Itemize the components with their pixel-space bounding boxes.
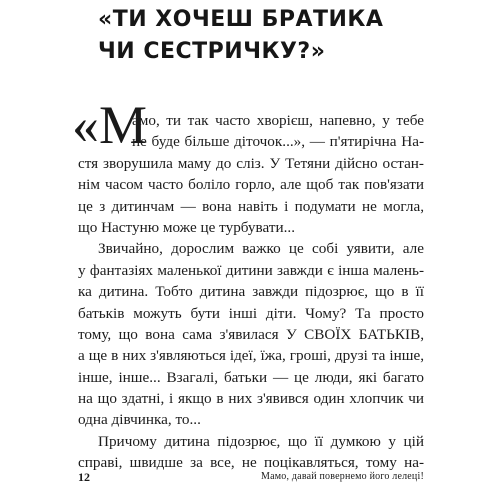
text-line: а ще в них з'являються ідеї, їжа, гроші, друзі та інше, <box>78 347 424 365</box>
text-line: Звичайно, дорослим важко це собі уявити, але <box>98 240 424 258</box>
page-footer <box>78 470 424 490</box>
text-line: амо, ти так часто хворієш, напевно, у тебе <box>132 112 424 129</box>
text-line: Причому дитина підозрює, що її думкою у цій <box>98 432 424 450</box>
text-line: на що здатні, і якщо в них з'явився один хлопчик чи <box>78 390 424 408</box>
text-line: нім часом часто боліло горло, але щоб так пов'язати <box>78 176 424 194</box>
drop-cap: «М <box>72 95 148 155</box>
text-line: інше, інше... Взагалі, батьки — це люди, які багато <box>78 368 424 386</box>
text-line: що Настуню може це турбувати... <box>78 218 295 236</box>
text-line: ка дитина. Тобто дитина завжди підозрює, що в її <box>78 283 424 301</box>
chapter-title-line-1: «ТИ ХОЧЕШ БРАТИКА <box>98 7 384 32</box>
text-line: одна дівчинка, то... <box>78 411 201 429</box>
text-line: справі, швидше за все, не поцікавляться, тому на- <box>78 454 424 472</box>
chapter-title <box>98 4 458 68</box>
text-line: тому, що вона сама з'явилася У СВОЇХ БАТЬКІВ, <box>78 325 424 343</box>
running-title: Мамо, давай повернемо його лелеці! <box>261 471 424 482</box>
text-line: батьків можуть бути інші діти. Чому? Та просто <box>78 304 424 322</box>
page-number: 12 <box>78 470 90 484</box>
body-text <box>78 110 424 474</box>
text-line: це з дитинчам — вона навіть і подумати не могла, <box>78 197 424 215</box>
text-line: не буде більше діточок...», — п'ятирічна На- <box>132 133 424 151</box>
chapter-title-line-2: ЧИ СЕСТРИЧКУ?» <box>98 39 326 64</box>
text-line: стя зворушила маму до сліз. У Тетяни дійсно остан- <box>78 154 424 172</box>
text-line: у фантазіях маленької дитини завжди є інша малень- <box>78 261 424 279</box>
